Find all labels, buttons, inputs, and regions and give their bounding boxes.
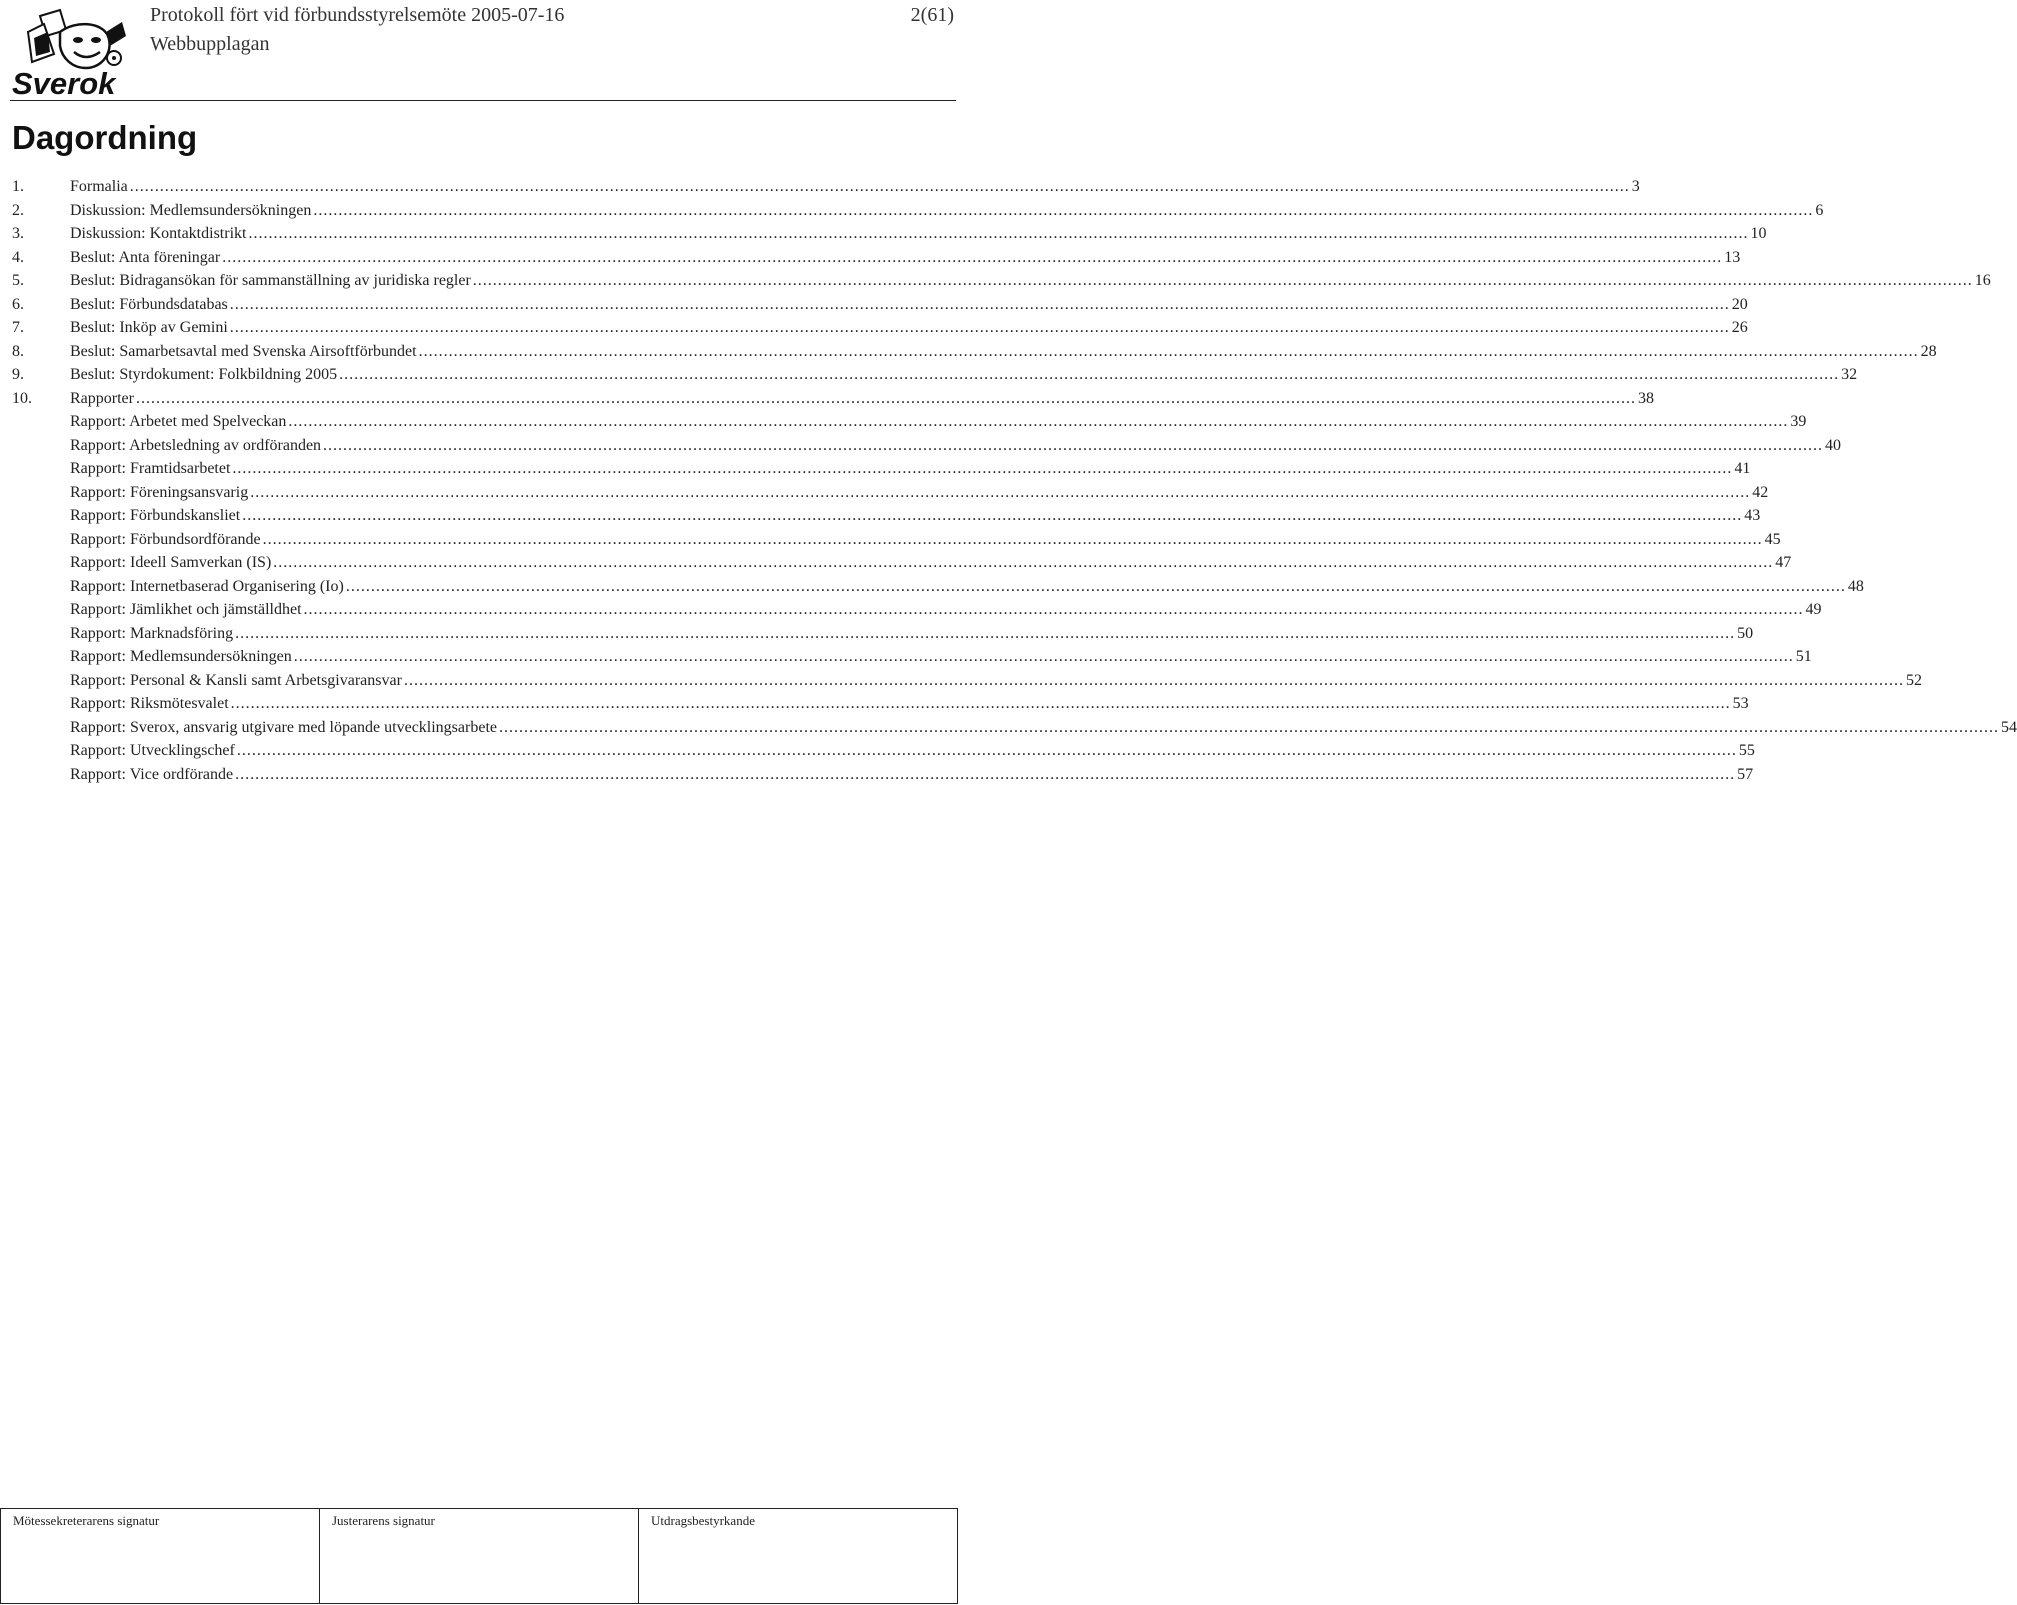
toc-entry-label: Rapport: Förbundsordförande [70,530,261,548]
toc-leader-dots: ............................................................................................................................................................................................................................................................................................................ [248,225,1749,242]
document-subtitle: Webbupplagan [150,33,270,55]
toc-leader-dots: ............................................................................................................................................................................................................................................................................................................ [472,272,1973,289]
toc-entry-label: Beslut: Inköp av Gemini [70,319,228,336]
toc-entry-page: 52 [1905,671,1922,689]
toc-entry-page: 49 [1805,601,1822,618]
toc-entry-number: 10. [12,389,32,407]
toc-entry[interactable] [12,528,1781,552]
signature-table [0,1508,958,1604]
toc-leader-dots: ............................................................................................................................................................................................................................................................................................................ [235,624,1736,642]
toc-entry[interactable] [12,763,1754,787]
toc-entry-label: Rapport: Arbetet med Spelveckan [70,413,287,430]
toc-entry[interactable] [12,340,1937,364]
toc-entry[interactable] [12,269,1991,293]
toc-leader-dots: ............................................................................................................................................................................................................................................................................................................ [232,460,1733,477]
toc-leader-dots: ............................................................................................................................................................................................................................................................................................................ [230,695,1731,712]
toc-entry-label: Rapport: Framtidsarbetet [70,460,231,477]
toc-entry-label: Formalia [70,178,128,195]
toc-entry-page: 16 [1974,272,1991,289]
toc-entry-page: 20 [1731,295,1748,313]
toc-entry-label: Beslut: Samarbetsavtal med Svenska Airsoftförbundet [70,342,417,360]
sverok-logo [10,2,146,101]
toc-entry-page: 39 [1790,413,1807,430]
toc-entry[interactable] [12,199,1824,223]
toc-entry-label: Rapport: Arbetsledning av ordföranden [70,436,322,454]
toc-entry-page: 48 [1847,577,1864,595]
toc-entry-page: 57 [1737,765,1754,783]
toc-entry-label: Rapport: Internetbaserad Organisering (Io) [70,577,344,595]
toc-leader-dots: ............................................................................................................................................................................................................................................................................................................ [273,554,1774,571]
toc-entry-number: 6. [12,295,24,313]
toc-entry-label: Rapport: Förbundskansliet [70,507,241,524]
toc-leader-dots: ............................................................................................................................................................................................................................................................................................................ [129,178,1630,195]
toc-entry[interactable] [12,387,1654,411]
toc-entry-label: Diskussion: Medlemsundersökningen [70,201,312,219]
toc-entry-label: Rapport: Föreningsansvarig [70,483,249,501]
toc-entry[interactable] [12,316,1748,340]
toc-entry-number: 7. [12,319,24,336]
toc-entry-page: 10 [1750,225,1767,242]
toc-leader-dots: ............................................................................................................................................................................................................................................................................................................ [403,671,1904,689]
toc-entry-page: 38 [1637,389,1654,407]
toc-leader-dots: ............................................................................................................................................................................................................................................................................................................ [345,577,1846,595]
toc-entry[interactable] [12,669,1922,693]
toc-entry[interactable] [12,410,1807,434]
toc-entry-page: 51 [1795,648,1812,665]
toc-leader-dots: ............................................................................................................................................................................................................................................................................................................ [229,319,1730,336]
toc-entry-page: 47 [1775,554,1792,571]
toc-leader-dots: ............................................................................................................................................................................................................................................................................................................ [250,483,1751,501]
toc-entry-label: Rapport: Personal & Kansli samt Arbetsgivaransvar [70,671,402,689]
toc-leader-dots: ............................................................................................................................................................................................................................................................................................................ [235,765,1736,783]
toc-entry[interactable] [12,434,1842,458]
toc-leader-dots: ............................................................................................................................................................................................................................................................................................................ [293,648,1794,665]
toc-entry[interactable] [12,575,1864,599]
toc-leader-dots: ............................................................................................................................................................................................................................................................................................................ [418,342,1919,360]
toc-entry[interactable] [12,622,1754,646]
toc-entry-number: 8. [12,342,24,360]
toc-entry-page: 54 [2000,718,2017,736]
toc-entry-label: Rapporter [70,389,134,407]
toc-entry-label: Rapport: Medlemsundersökningen [70,648,292,665]
toc-entry[interactable] [12,293,1748,317]
toc-entry[interactable] [12,222,1767,246]
toc-entry[interactable] [12,457,1751,481]
toc-leader-dots: ............................................................................................................................................................................................................................................................................................................ [303,601,1804,618]
toc-leader-dots: ............................................................................................................................................................................................................................................................................................................ [498,718,1999,736]
toc-entry-label: Rapport: Ideell Samverkan (IS) [70,554,272,571]
toc-entry-number: 3. [12,225,24,242]
toc-leader-dots: ............................................................................................................................................................................................................................................................................................................ [339,366,1840,383]
toc-entry-page: 32 [1841,366,1858,383]
page-header [10,0,956,101]
toc-entry-number: 2. [12,201,24,219]
toc-leader-dots: ............................................................................................................................................................................................................................................................................................................ [242,507,1743,524]
toc-entry-label: Beslut: Bidragansökan för sammanställning av juridiska regler [70,272,471,289]
toc-entry-page: 26 [1731,319,1748,336]
toc-entry[interactable] [12,598,1822,622]
toc-leader-dots: ............................................................................................................................................................................................................................................................................................................ [229,295,1730,313]
toc-entry[interactable] [12,551,1792,575]
toc-entry-page: 28 [1920,342,1937,360]
toc-entry-page: 53 [1732,695,1749,712]
toc-leader-dots: ............................................................................................................................................................................................................................................................................................................ [313,201,1814,219]
page-number: 2(61) [910,4,954,26]
signature-cell: Utdragsbestyrkande [651,1513,755,1528]
toc-entry-label: Beslut: Styrdokument: Folkbildning 2005 [70,366,338,383]
toc-entry[interactable] [12,246,1741,270]
logo-wordmark: Sverok [12,66,116,101]
page-title: Dagordning [12,119,198,156]
toc-entry[interactable] [12,739,1755,763]
toc-entry-page: 13 [1724,248,1741,266]
toc-entry[interactable] [12,645,1812,669]
toc-entry-page: 55 [1738,742,1755,759]
toc-entry-label: Rapport: Riksmötesvalet [70,695,229,712]
toc-entry-page: 6 [1815,201,1824,219]
toc-entry-number: 9. [12,366,24,383]
toc-leader-dots: ............................................................................................................................................................................................................................................................................................................ [262,530,1763,548]
toc-entry-page: 41 [1734,460,1751,477]
toc-entry[interactable] [12,504,1761,528]
toc-entry[interactable] [12,363,1858,387]
toc-entry-number: 1. [12,178,24,195]
toc-entry-page: 40 [1825,436,1842,454]
signature-cell: Justerarens signatur [320,1509,639,1603]
document-title: Protokoll fört vid förbundsstyrelsemöte 2005-07-16 [150,4,565,26]
toc-leader-dots: ............................................................................................................................................................................................................................................................................................................ [222,248,1723,266]
toc-entry[interactable] [12,175,1640,199]
toc-entry-page: 42 [1752,483,1769,501]
toc-leader-dots: ............................................................................................................................................................................................................................................................................................................ [288,413,1789,430]
toc-entry-label: Rapport: Utvecklingschef [70,742,235,759]
toc-entry-page: 43 [1744,507,1761,524]
toc-entry[interactable] [12,481,1769,505]
toc-entry-label: Rapport: Sverox, ansvarig utgivare med löpande utvecklingsarbete [70,718,497,736]
toc-leader-dots: ............................................................................................................................................................................................................................................................................................................ [135,389,1636,407]
toc-leader-dots: ............................................................................................................................................................................................................................................................................................................ [236,742,1737,759]
toc-entry[interactable] [12,716,2017,740]
toc-entry[interactable] [12,692,1749,716]
toc-entry-page: 50 [1737,624,1754,642]
toc-entry-label: Rapport: Marknadsföring [70,624,234,642]
toc-leader-dots: ............................................................................................................................................................................................................................................................................................................ [323,436,1824,454]
toc-entry-page: 45 [1764,530,1781,548]
table-of-contents [12,175,2017,786]
toc-entry-label: Beslut: Anta föreningar [70,248,221,266]
toc-entry-label: Beslut: Förbundsdatabas [70,295,228,313]
toc-entry-page: 3 [1631,178,1640,195]
toc-entry-label: Rapport: Jämlikhet och jämställdhet [70,601,302,618]
toc-entry-number: 5. [12,272,24,289]
signature-cell: Mötessekreterarens signatur [1,1509,320,1603]
toc-entry-number: 4. [12,248,24,266]
toc-entry-label: Diskussion: Kontaktdistrikt [70,225,247,242]
toc-entry-label: Rapport: Vice ordförande [70,765,234,783]
